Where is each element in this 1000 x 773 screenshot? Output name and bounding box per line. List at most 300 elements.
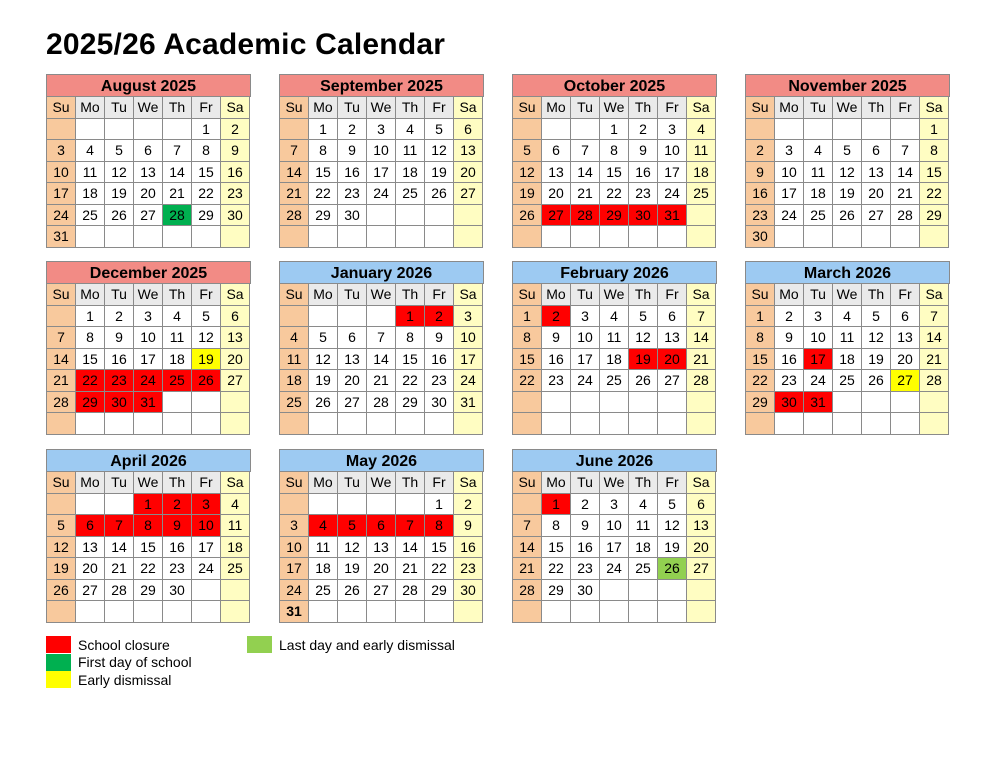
day-cell: 17 [454, 349, 483, 371]
empty-cell [920, 226, 949, 248]
weekday-header: Th [163, 284, 192, 306]
day-cell: 7 [367, 327, 396, 349]
day-cell: 9 [542, 327, 571, 349]
day-cell: 29 [920, 205, 949, 227]
day-cell: 4 [629, 494, 658, 516]
day-cell: 5 [105, 140, 134, 162]
month-grid [46, 284, 251, 435]
day-cell: 8 [513, 327, 542, 349]
empty-cell [280, 413, 309, 435]
month-title: June 2026 [512, 449, 717, 472]
day-cell: 18 [280, 370, 309, 392]
day-cell: 17 [134, 349, 163, 371]
day-cell: 17 [775, 183, 804, 205]
weekday-header: Th [163, 472, 192, 494]
empty-cell [571, 392, 600, 414]
day-cell: 13 [658, 327, 687, 349]
day-cell: 5 [629, 306, 658, 328]
day-cell: 23 [629, 183, 658, 205]
day-cell: 31 [658, 205, 687, 227]
weekday-header: Sa [920, 97, 949, 119]
day-cell: 24 [600, 558, 629, 580]
day-cell: 21 [891, 183, 920, 205]
day-cell: 2 [454, 494, 483, 516]
day-cell: 26 [47, 580, 76, 602]
empty-cell [163, 601, 192, 623]
month-april-2026 [46, 449, 251, 623]
day-cell: 28 [920, 370, 949, 392]
day-cell: 20 [338, 370, 367, 392]
day-cell: 20 [454, 162, 483, 184]
weekday-header: We [367, 284, 396, 306]
day-cell: 7 [105, 515, 134, 537]
day-cell: 10 [454, 327, 483, 349]
day-cell: 6 [338, 327, 367, 349]
day-cell: 22 [396, 370, 425, 392]
empty-cell [687, 580, 716, 602]
day-cell: 14 [47, 349, 76, 371]
last-day-swatch [247, 636, 272, 653]
day-cell: 23 [425, 370, 454, 392]
month-grid [512, 472, 717, 623]
empty-cell [454, 226, 483, 248]
day-cell: 27 [338, 392, 367, 414]
day-cell: 7 [687, 306, 716, 328]
day-cell: 25 [396, 183, 425, 205]
day-cell: 23 [105, 370, 134, 392]
empty-cell [280, 306, 309, 328]
weekday-header: Fr [425, 472, 454, 494]
month-grid [46, 97, 251, 248]
early-dismissal-swatch [46, 671, 71, 688]
empty-cell [454, 205, 483, 227]
day-cell: 26 [338, 580, 367, 602]
day-cell: 5 [192, 306, 221, 328]
empty-cell [542, 601, 571, 623]
day-cell: 28 [687, 370, 716, 392]
day-cell: 27 [862, 205, 891, 227]
day-cell: 22 [425, 558, 454, 580]
day-cell: 18 [221, 537, 250, 559]
empty-cell [105, 494, 134, 516]
day-cell: 22 [920, 183, 949, 205]
day-cell: 6 [134, 140, 163, 162]
day-cell: 10 [47, 162, 76, 184]
day-cell: 9 [105, 327, 134, 349]
empty-cell [105, 226, 134, 248]
day-cell: 1 [76, 306, 105, 328]
empty-cell [775, 413, 804, 435]
weekday-header: Mo [542, 284, 571, 306]
weekday-header: We [367, 472, 396, 494]
day-cell: 12 [513, 162, 542, 184]
empty-cell [192, 226, 221, 248]
empty-cell [280, 119, 309, 141]
day-cell: 20 [367, 558, 396, 580]
day-cell: 26 [192, 370, 221, 392]
day-cell: 6 [658, 306, 687, 328]
empty-cell [513, 413, 542, 435]
weekday-header: Tu [571, 284, 600, 306]
day-cell: 9 [629, 140, 658, 162]
empty-cell [192, 413, 221, 435]
empty-cell [833, 413, 862, 435]
weekday-header: Tu [338, 472, 367, 494]
day-cell: 5 [309, 327, 338, 349]
empty-cell [454, 413, 483, 435]
day-cell: 10 [571, 327, 600, 349]
day-cell: 15 [309, 162, 338, 184]
weekday-header: Su [746, 284, 775, 306]
empty-cell [687, 205, 716, 227]
weekday-header: We [833, 284, 862, 306]
empty-cell [658, 601, 687, 623]
month-title: December 2025 [46, 261, 251, 284]
day-cell: 14 [920, 327, 949, 349]
empty-cell [221, 601, 250, 623]
day-cell: 6 [891, 306, 920, 328]
empty-cell [367, 413, 396, 435]
day-cell: 30 [425, 392, 454, 414]
day-cell: 4 [687, 119, 716, 141]
empty-cell [396, 494, 425, 516]
day-cell: 25 [309, 580, 338, 602]
empty-cell [338, 413, 367, 435]
day-cell: 8 [192, 140, 221, 162]
empty-cell [891, 392, 920, 414]
weekday-header: Mo [76, 284, 105, 306]
day-cell: 29 [542, 580, 571, 602]
day-cell: 1 [396, 306, 425, 328]
day-cell: 9 [425, 327, 454, 349]
day-cell: 18 [309, 558, 338, 580]
day-cell: 25 [280, 392, 309, 414]
day-cell: 1 [920, 119, 949, 141]
day-cell: 10 [775, 162, 804, 184]
empty-cell [862, 413, 891, 435]
day-cell: 23 [571, 558, 600, 580]
empty-cell [76, 494, 105, 516]
weekday-header: Th [629, 472, 658, 494]
day-cell: 13 [76, 537, 105, 559]
day-cell: 23 [221, 183, 250, 205]
weekday-header: Mo [309, 97, 338, 119]
day-cell: 9 [338, 140, 367, 162]
day-cell: 2 [163, 494, 192, 516]
day-cell: 1 [600, 119, 629, 141]
day-cell: 17 [658, 162, 687, 184]
empty-cell [804, 413, 833, 435]
day-cell: 20 [542, 183, 571, 205]
day-cell: 19 [862, 349, 891, 371]
day-cell: 31 [804, 392, 833, 414]
empty-cell [687, 226, 716, 248]
day-cell: 29 [746, 392, 775, 414]
month-november-2025 [745, 74, 950, 248]
weekday-header: We [600, 284, 629, 306]
day-cell: 3 [367, 119, 396, 141]
day-cell: 2 [629, 119, 658, 141]
day-cell: 28 [396, 580, 425, 602]
empty-cell [629, 601, 658, 623]
day-cell: 4 [804, 140, 833, 162]
day-cell: 18 [687, 162, 716, 184]
day-cell: 6 [76, 515, 105, 537]
day-cell: 27 [134, 205, 163, 227]
weekday-header: Tu [804, 284, 833, 306]
day-cell: 4 [600, 306, 629, 328]
day-cell: 19 [629, 349, 658, 371]
day-cell: 31 [134, 392, 163, 414]
day-cell: 16 [775, 349, 804, 371]
month-august-2025 [46, 74, 251, 248]
day-cell: 20 [134, 183, 163, 205]
empty-cell [309, 601, 338, 623]
day-cell: 13 [454, 140, 483, 162]
day-cell: 9 [221, 140, 250, 162]
day-cell: 16 [454, 537, 483, 559]
day-cell: 28 [163, 205, 192, 227]
empty-cell [396, 601, 425, 623]
month-may-2026 [279, 449, 484, 623]
weekday-header: We [367, 97, 396, 119]
empty-cell [891, 413, 920, 435]
empty-cell [76, 413, 105, 435]
day-cell: 28 [367, 392, 396, 414]
closure-swatch [46, 636, 71, 653]
legend-left [46, 636, 192, 689]
day-cell: 18 [629, 537, 658, 559]
day-cell: 10 [600, 515, 629, 537]
month-june-2026 [512, 449, 717, 623]
day-cell: 27 [454, 183, 483, 205]
day-cell: 30 [338, 205, 367, 227]
day-cell: 21 [396, 558, 425, 580]
day-cell: 4 [280, 327, 309, 349]
day-cell: 18 [804, 183, 833, 205]
day-cell: 8 [542, 515, 571, 537]
day-cell: 6 [454, 119, 483, 141]
weekday-header: Sa [221, 472, 250, 494]
weekday-header: Sa [920, 284, 949, 306]
day-cell: 3 [804, 306, 833, 328]
day-cell: 29 [192, 205, 221, 227]
day-cell: 16 [629, 162, 658, 184]
empty-cell [338, 494, 367, 516]
empty-cell [746, 119, 775, 141]
day-cell: 14 [891, 162, 920, 184]
empty-cell [571, 119, 600, 141]
empty-cell [687, 413, 716, 435]
day-cell: 19 [192, 349, 221, 371]
empty-cell [687, 601, 716, 623]
day-cell: 12 [192, 327, 221, 349]
empty-cell [192, 601, 221, 623]
weekday-header: Fr [658, 284, 687, 306]
weekday-header: Sa [454, 284, 483, 306]
day-cell: 21 [47, 370, 76, 392]
weekday-header: Mo [775, 284, 804, 306]
weekday-header: Fr [192, 97, 221, 119]
day-cell: 22 [542, 558, 571, 580]
day-cell: 23 [746, 205, 775, 227]
day-cell: 24 [367, 183, 396, 205]
day-cell: 11 [280, 349, 309, 371]
day-cell: 10 [192, 515, 221, 537]
legend-item-last [247, 636, 455, 654]
weekday-header: Th [396, 97, 425, 119]
day-cell: 31 [47, 226, 76, 248]
empty-cell [571, 226, 600, 248]
empty-cell [47, 119, 76, 141]
day-cell: 30 [629, 205, 658, 227]
weekday-header: Su [746, 97, 775, 119]
weekday-header: Fr [425, 284, 454, 306]
day-cell: 3 [134, 306, 163, 328]
legend-item-closure [46, 636, 192, 654]
day-cell: 21 [105, 558, 134, 580]
weekday-header: Th [396, 472, 425, 494]
empty-cell [367, 205, 396, 227]
day-cell: 4 [163, 306, 192, 328]
weekday-header: Th [629, 97, 658, 119]
empty-cell [804, 119, 833, 141]
weekday-header: Mo [775, 97, 804, 119]
empty-cell [163, 413, 192, 435]
weekday-header: Mo [309, 284, 338, 306]
day-cell: 14 [367, 349, 396, 371]
legend-label-first: First day of school [78, 654, 192, 671]
month-september-2025 [279, 74, 484, 248]
empty-cell [513, 601, 542, 623]
weekday-header: Mo [542, 97, 571, 119]
weekday-header: Fr [192, 472, 221, 494]
day-cell: 14 [105, 537, 134, 559]
day-cell: 9 [454, 515, 483, 537]
day-cell: 15 [542, 537, 571, 559]
day-cell: 24 [454, 370, 483, 392]
empty-cell [833, 392, 862, 414]
empty-cell [629, 580, 658, 602]
day-cell: 12 [425, 140, 454, 162]
day-cell: 9 [163, 515, 192, 537]
day-cell: 8 [746, 327, 775, 349]
empty-cell [862, 226, 891, 248]
weekday-header: Th [163, 97, 192, 119]
weekday-header: Su [280, 472, 309, 494]
weekday-header: Tu [338, 284, 367, 306]
day-cell: 11 [804, 162, 833, 184]
day-cell: 14 [280, 162, 309, 184]
day-cell: 15 [396, 349, 425, 371]
empty-cell [425, 601, 454, 623]
day-cell: 14 [396, 537, 425, 559]
day-cell: 24 [134, 370, 163, 392]
empty-cell [920, 413, 949, 435]
day-cell: 30 [105, 392, 134, 414]
weekday-header: We [134, 472, 163, 494]
month-title: February 2026 [512, 261, 717, 284]
empty-cell [309, 413, 338, 435]
day-cell: 5 [338, 515, 367, 537]
empty-cell [862, 119, 891, 141]
weekday-header: We [833, 97, 862, 119]
day-cell: 19 [309, 370, 338, 392]
day-cell: 25 [687, 183, 716, 205]
day-cell: 8 [76, 327, 105, 349]
day-cell: 3 [280, 515, 309, 537]
day-cell: 14 [163, 162, 192, 184]
day-cell: 2 [542, 306, 571, 328]
empty-cell [338, 226, 367, 248]
day-cell: 28 [47, 392, 76, 414]
day-cell: 30 [746, 226, 775, 248]
day-cell: 6 [221, 306, 250, 328]
day-cell: 7 [513, 515, 542, 537]
weekday-header: We [600, 472, 629, 494]
day-cell: 26 [658, 558, 687, 580]
day-cell: 28 [571, 205, 600, 227]
day-cell: 23 [454, 558, 483, 580]
empty-cell [134, 119, 163, 141]
day-cell: 4 [833, 306, 862, 328]
weekday-header: Sa [454, 472, 483, 494]
empty-cell [47, 601, 76, 623]
weekday-header: Fr [425, 97, 454, 119]
day-cell: 24 [571, 370, 600, 392]
day-cell: 7 [280, 140, 309, 162]
day-cell: 15 [920, 162, 949, 184]
month-grid [512, 284, 717, 435]
day-cell: 17 [192, 537, 221, 559]
empty-cell [542, 119, 571, 141]
empty-cell [513, 392, 542, 414]
day-cell: 30 [454, 580, 483, 602]
weekday-header: Su [280, 97, 309, 119]
empty-cell [163, 392, 192, 414]
empty-cell [221, 392, 250, 414]
empty-cell [396, 226, 425, 248]
day-cell: 8 [396, 327, 425, 349]
empty-cell [542, 226, 571, 248]
empty-cell [542, 392, 571, 414]
day-cell: 11 [396, 140, 425, 162]
empty-cell [192, 580, 221, 602]
day-cell: 8 [600, 140, 629, 162]
day-cell: 12 [862, 327, 891, 349]
day-cell: 10 [367, 140, 396, 162]
day-cell: 18 [396, 162, 425, 184]
empty-cell [629, 392, 658, 414]
day-cell: 7 [891, 140, 920, 162]
month-grid [46, 472, 251, 623]
day-cell: 27 [367, 580, 396, 602]
day-cell: 22 [600, 183, 629, 205]
day-cell: 11 [163, 327, 192, 349]
month-grid [745, 97, 950, 248]
day-cell: 3 [47, 140, 76, 162]
empty-cell [862, 392, 891, 414]
day-cell: 29 [600, 205, 629, 227]
empty-cell [629, 413, 658, 435]
day-cell: 25 [804, 205, 833, 227]
day-cell: 14 [687, 327, 716, 349]
day-cell: 14 [513, 537, 542, 559]
day-cell: 20 [862, 183, 891, 205]
empty-cell [804, 226, 833, 248]
day-cell: 27 [542, 205, 571, 227]
legend-label-early: Early dismissal [78, 671, 172, 688]
